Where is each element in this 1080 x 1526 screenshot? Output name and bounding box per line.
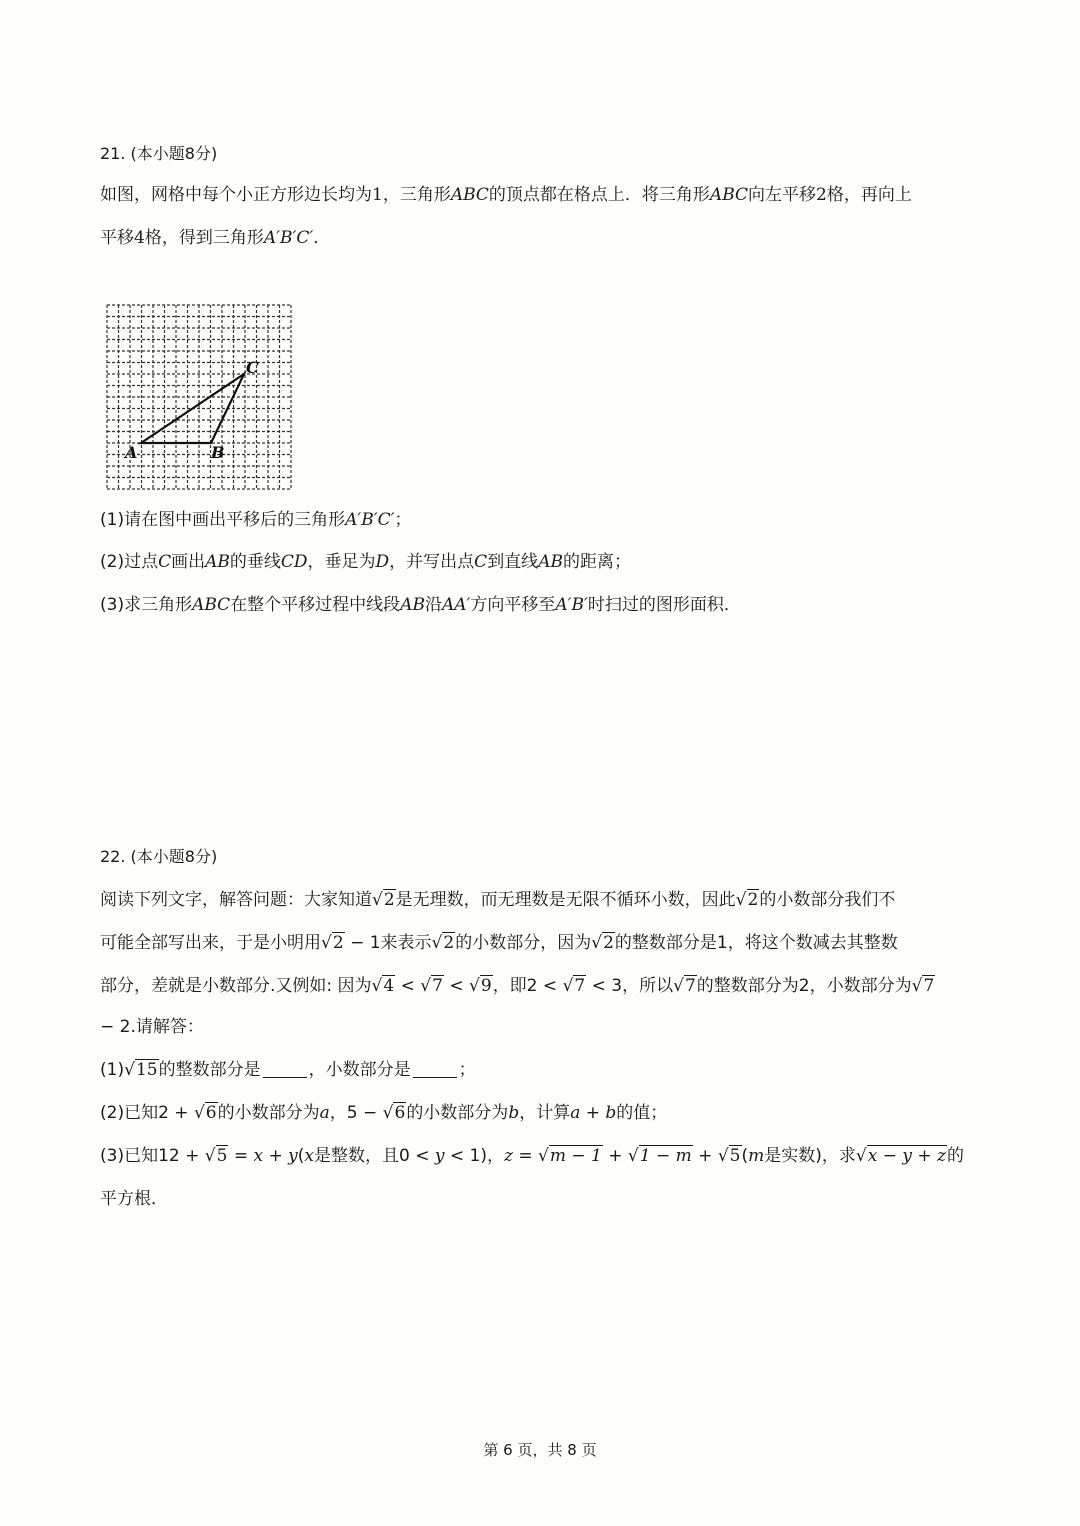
triangle-grid-figure <box>106 304 298 496</box>
triangle-abc <box>141 374 244 443</box>
q22-stem-line4: − 2.请解答： <box>100 1017 204 1037</box>
vertex-label-a: A <box>125 443 138 462</box>
q22-stem-line1: 阅读下列文字，解答问题：大家知道√2是无理数，而无理数是无限不循环小数，因此√2的小数部分我们不 <box>100 890 896 910</box>
q21-header: 21. (本小题8分) <box>100 144 218 163</box>
q21-part2: (2)过点C画出AB的垂线CD，垂足为D，并写出点C到直线AB的距离； <box>100 552 631 572</box>
q21-part3: (3)求三角形ABC在整个平移过程中线段AB沿AA′方向平移至A′B′时扫过的图形面积． <box>100 595 741 615</box>
q22-part2: (2)已知2 + √6的小数部分为a，5 − √6的小数部分为b，计算a + b的值； <box>100 1103 668 1123</box>
q22-header: 22. (本小题8分) <box>100 847 218 866</box>
answer-blank-integer[interactable] <box>263 1061 307 1078</box>
q22-stem-line3: 部分，差就是小数部分.又例如: 因为√4 < √7 < √9，即2 < √7 < 3，所以√7的整数部分为2，小数部分为√7 <box>100 976 935 996</box>
q21-stem-line2: 平移4格，得到三角形A′B′C′． <box>100 228 331 248</box>
q22-part3: (3)已知12 + √5 = x + y(x是整数，且0 < y < 1)，z = √m − 1 + √1 − m + √5(m是实数)，求√x − y + z的 <box>100 1146 965 1166</box>
q21-stem-line1: 如图，网格中每个小正方形边长均为1，三角形ABC的顶点都在格点上．将三角形ABC向左平移2格，再向上 <box>100 185 912 205</box>
q22-part3-line2: 平方根． <box>100 1189 168 1209</box>
vertex-label-c: C <box>246 358 259 377</box>
page-footer: 第 6 页，共 8 页 <box>483 1441 597 1459</box>
q22-stem-line2: 可能全部写出来，于是小明用√2 − 1来表示√2的小数部分，因为√2的整数部分是1，将这个数减去其整数 <box>100 933 898 953</box>
q22-part1: (1)√15的整数部分是 ，小数部分是 ； <box>100 1060 476 1080</box>
q21-part1: (1)请在图中画出平移后的三角形A′B′C′； <box>100 510 412 530</box>
vertex-label-b: B <box>211 443 225 462</box>
answer-blank-decimal[interactable] <box>413 1061 457 1078</box>
